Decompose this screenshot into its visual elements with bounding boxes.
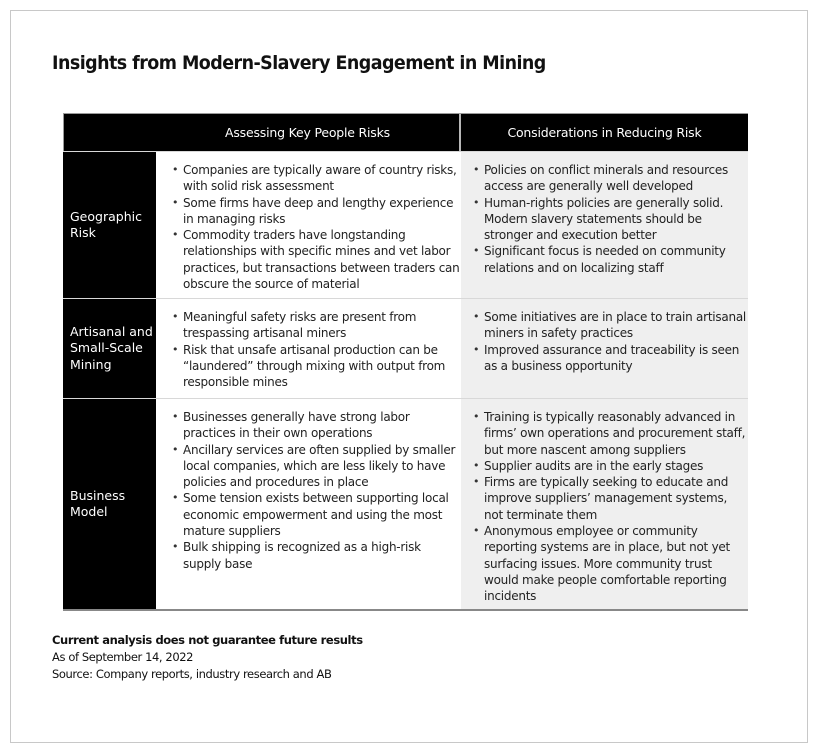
bullet-item: • Human-rights policies are generally solid. Modern slavery statements should be stronger and execution better	[471, 195, 748, 244]
considerations-cell	[461, 152, 748, 298]
bullet-item: • Some tension exists between supporting local economic empowerment and using the most mature suppliers	[170, 490, 461, 539]
row-label: Geographic Risk	[63, 152, 156, 298]
row-label: Business Model	[63, 399, 156, 609]
considerations-cell	[461, 399, 748, 609]
assessing-cell	[156, 399, 461, 609]
footnotes	[52, 632, 363, 683]
bullet-item: • Businesses generally have strong labor practices in their own operations	[170, 409, 461, 442]
source-note: Source: Company reports, industry research and AB	[52, 667, 332, 681]
table-row-business-model	[63, 398, 748, 611]
page-title: Insights from Modern-Slavery Engagement in Mining	[52, 52, 546, 74]
disclaimer-note: Current analysis does not guarantee future results	[52, 633, 363, 647]
bullet-item: • Policies on conflict minerals and resources access are generally well developed	[471, 162, 748, 195]
bullet-item: • Anonymous employee or community reporting systems are in place, but not yet surfacing issues. More community trust would make people comfortable reporting incidents	[471, 523, 748, 604]
bullet-item: • Improved assurance and traceability is seen as a business opportunity	[471, 342, 748, 375]
bullet-item: • Bulk shipping is recognized as a high-risk supply base	[170, 539, 461, 572]
header-assessing: Assessing Key People Risks	[64, 114, 461, 151]
bullet-item: • Some initiatives are in place to train artisanal miners in safety practices	[471, 309, 748, 342]
table-row-artisanal-mining	[63, 298, 748, 398]
bullet-item: • Companies are typically aware of country risks, with solid risk assessment	[170, 162, 461, 195]
bullet-item: • Risk that unsafe artisanal production can be “laundered” through mixing with output from responsible mines	[170, 342, 461, 391]
bullet-item: • Meaningful safety risks are present from trespassing artisanal miners	[170, 309, 461, 342]
bullet-item: • Training is typically reasonably advanced in firms’ own operations and procurement staff, but more nascent among suppliers	[471, 409, 748, 458]
assessing-cell	[156, 152, 461, 298]
bullet-item: • Supplier audits are in the early stages	[471, 458, 748, 474]
considerations-cell	[461, 299, 748, 398]
bullet-item: • Significant focus is needed on community relations and on localizing staff	[471, 243, 748, 276]
bullet-item: • Firms are typically seeking to educate and improve suppliers’ management systems, not terminate them	[471, 474, 748, 523]
bullet-item: • Ancillary services are often supplied by smaller local companies, which are less likely to have policies and procedures in place	[170, 442, 461, 491]
header-considerations: Considerations in Reducing Risk	[507, 125, 702, 140]
insights-table	[63, 113, 748, 611]
bullet-item: • Commodity traders have longstanding relationships with specific mines and vet labor practices, but transactions between traders can obscure the source of material	[170, 227, 461, 292]
assessing-cell	[156, 299, 461, 398]
table-header	[63, 113, 748, 151]
as-of-date: As of September 14, 2022	[52, 650, 194, 664]
bullet-item: • Some firms have deep and lengthy experience in managing risks	[170, 195, 461, 228]
table-row-geographic-risk	[63, 151, 748, 298]
row-label: Artisanal and Small-Scale Mining	[63, 299, 156, 398]
